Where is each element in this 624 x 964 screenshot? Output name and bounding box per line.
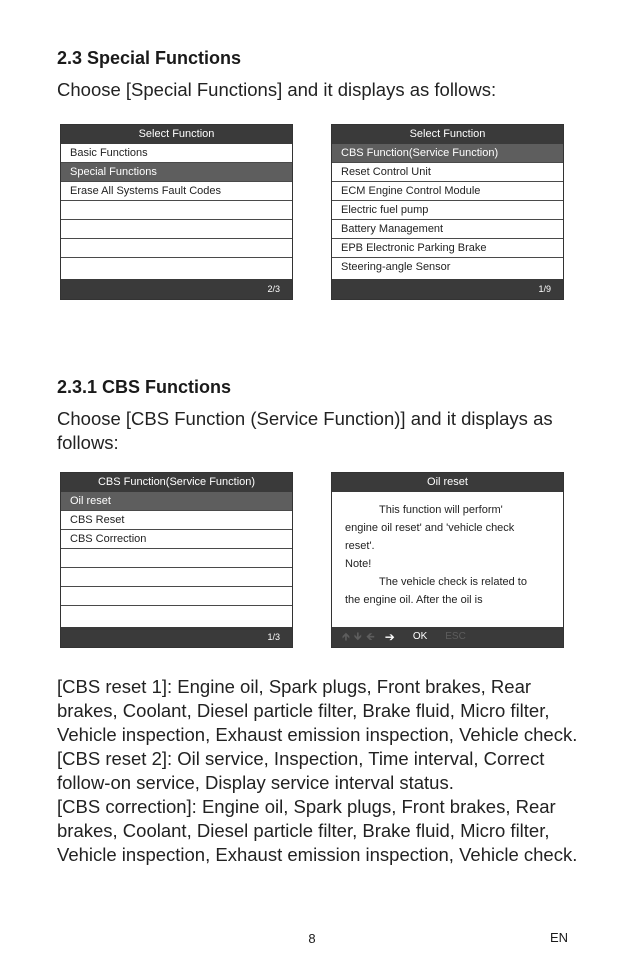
screen-oil-reset <box>331 472 564 648</box>
menu-item-empty <box>61 549 292 568</box>
message-line: Note! <box>345 558 372 570</box>
arrow-left-icon[interactable]: 🡸 <box>365 631 375 643</box>
body-line: Vehicle inspection, Exhaust emission inspection, Vehicle check. <box>57 724 578 745</box>
message-line: engine oil reset' and 'vehicle check <box>345 522 515 534</box>
menu-item-empty <box>61 606 292 624</box>
body-line: brakes, Coolant, Diesel particle filter, Brake fluid, Micro filter, <box>57 700 550 721</box>
esc-button[interactable]: ESC <box>445 631 466 642</box>
cbs-description <box>57 675 577 867</box>
menu-item-electric-fuel-pump[interactable]: Electric fuel pump <box>332 201 563 220</box>
menu-item-empty <box>61 568 292 587</box>
body-line: [CBS reset 2]: Oil service, Inspection, Time interval, Correct <box>57 748 545 769</box>
menu-item-empty <box>61 239 292 258</box>
arrow-up-icon[interactable]: 🡹 <box>342 631 350 643</box>
oil-reset-message <box>345 501 551 609</box>
page-indicator: 2/3 <box>267 284 280 294</box>
menu-item-reset-control-unit[interactable]: Reset Control Unit <box>332 163 563 182</box>
message-line: reset'. <box>345 540 375 552</box>
menu-item-ecm[interactable]: ECM Engine Control Module <box>332 182 563 201</box>
subsection-intro-line1: Choose [CBS Function (Service Function)] and it displays as <box>57 408 553 429</box>
message-line: the engine oil. After the oil is <box>345 594 483 606</box>
menu-item-oil-reset[interactable]: Oil reset <box>61 492 292 511</box>
menu-item-special-functions[interactable]: Special Functions <box>61 163 292 182</box>
body-line: Vehicle inspection, Exhaust emission inspection, Vehicle check. <box>57 844 578 865</box>
menu-item-cbs-function[interactable]: CBS Function(Service Function) <box>332 144 563 163</box>
page-indicator: 1/3 <box>267 632 280 642</box>
arrow-down-icon[interactable]: 🡻 <box>353 631 362 643</box>
subsection-intro-line2: follows: <box>57 432 119 453</box>
screen-select-function-list <box>331 124 564 300</box>
menu-item-empty <box>61 201 292 220</box>
section-heading: 2.3 Special Functions <box>57 48 242 68</box>
arrow-right-icon[interactable]: ➔ <box>384 630 395 644</box>
page-number: 8 <box>308 931 316 946</box>
subsection-heading: 2.3.1 CBS Functions <box>57 377 232 397</box>
page-indicator: 1/9 <box>538 284 551 294</box>
section-intro: Choose [Special Functions] and it displays as follows: <box>57 79 497 100</box>
screen-select-function-special <box>60 124 293 300</box>
body-line: brakes, Coolant, Diesel particle filter, Brake fluid, Micro filter, <box>57 820 550 841</box>
menu-item-erase-fault-codes[interactable]: Erase All Systems Fault Codes <box>61 182 292 201</box>
message-line: This function will perform' <box>379 504 503 516</box>
menu-item-basic-functions[interactable]: Basic Functions <box>61 144 292 163</box>
screen-footer <box>61 279 292 299</box>
body-line: [CBS reset 1]: Engine oil, Spark plugs, Front brakes, Rear <box>57 676 532 697</box>
screen-footer <box>332 279 563 299</box>
menu-item-empty <box>61 220 292 239</box>
body-line: [CBS correction]: Engine oil, Spark plugs, Front brakes, Rear <box>57 796 556 817</box>
body-line: follow-on service, Display service interval status. <box>57 772 454 793</box>
menu-item-empty <box>61 258 292 276</box>
menu-item-battery-management[interactable]: Battery Management <box>332 220 563 239</box>
menu-item-empty <box>61 587 292 606</box>
screen-title: Select Function <box>61 125 292 144</box>
screen-title: Oil reset <box>332 473 563 492</box>
menu-item-epb[interactable]: EPB Electronic Parking Brake <box>332 239 563 258</box>
ok-button[interactable]: OK <box>412 631 428 642</box>
message-line: The vehicle check is related to <box>379 576 527 588</box>
screen-footer <box>332 627 563 647</box>
screen-footer <box>61 627 292 647</box>
screen-title: CBS Function(Service Function) <box>61 473 292 492</box>
screen-cbs-function <box>60 472 293 648</box>
screen-title: Select Function <box>332 125 563 144</box>
menu-item-steering-angle-sensor[interactable]: Steering-angle Sensor <box>341 261 451 273</box>
language-label: EN <box>550 930 569 945</box>
menu-item-cbs-reset[interactable]: CBS Reset <box>61 511 292 530</box>
menu-item-cbs-correction[interactable]: CBS Correction <box>61 530 292 549</box>
